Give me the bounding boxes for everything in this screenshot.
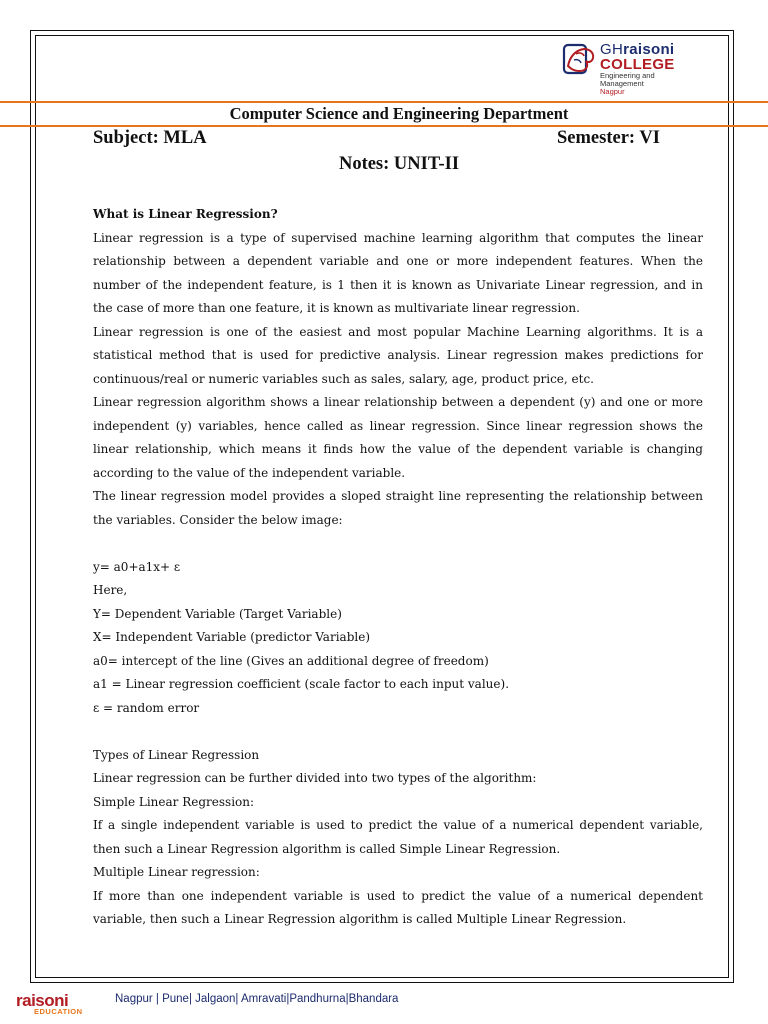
- paragraph-model: The linear regression model provides a sloped straight line representing the relationship between the variables. Consider the below image:: [93, 489, 703, 527]
- multiple-text: If more than one independent variable is used to predict the value of a numerical dependent variable, then such a Linear Regression algorithm is called Multiple Linear Regression.: [93, 888, 703, 926]
- section-heading: What is Linear Regression?: [93, 207, 278, 221]
- logo-sub2: Management: [600, 79, 644, 88]
- lion-emblem-icon: [562, 42, 598, 76]
- paragraph-definition: Linear regression is a type of supervised machine learning algorithm that computes the linear relationship between a dependent variable and one or more independent features. When the number of the independent feature, is 1 then it is known as Univariate Linear regression, and in the case of more than one feature, it is known as multivariate linear regression.: [93, 230, 703, 315]
- paragraph-popularity: Linear regression is one of the easiest and most popular Machine Learning algorithms. It is a statistical method that is used for predictive analysis. Linear regression makes predictions for continuous/real or numeric variables such as sales, salary, age, product price, etc.: [93, 324, 703, 386]
- paragraph-relationship: Linear regression algorithm shows a linear relationship between a dependent (y) and one or more independent (y) variables, hence called as linear regression. Since linear regression shows the linear relationship, which means it finds how the value of the dependent variable is changing according to the value of the independent variable.: [93, 395, 703, 480]
- simple-text: If a single independent variable is used to predict the value of a numerical dependent variable, then such a Linear Regression algorithm is called Simple Linear Regression.: [93, 818, 703, 856]
- footer-brand-logo: raisoni: [16, 991, 69, 1010]
- subject-label: Subject: MLA: [93, 128, 207, 148]
- header-rule-bottom: [0, 125, 768, 127]
- footer-campus-list: Nagpur | Pune| Jalgaon| Amravati|Pandhurna|Bhandara: [115, 993, 399, 1005]
- blank-line: [93, 720, 703, 744]
- simple-title: Simple Linear Regression:: [93, 794, 255, 809]
- definition-a0: a0= intercept of the line (Gives an additional degree of freedom): [93, 653, 489, 668]
- regression-formula: y= a0+a1x+ ε: [93, 559, 181, 574]
- logo-line2: COLLEGE: [600, 56, 675, 73]
- logo-line1: GHraisoni: [600, 41, 675, 58]
- logo-sub1: Engineering and: [600, 71, 655, 80]
- header-rule-top: [0, 101, 768, 103]
- definition-a1: a1 = Linear regression coefficient (scale factor to each input value).: [93, 677, 510, 691]
- logo-city: Nagpur: [600, 87, 625, 96]
- definition-error: ε = random error: [93, 700, 200, 715]
- college-logo: [562, 40, 732, 100]
- semester-label: Semester: VI: [557, 128, 660, 148]
- page-footer: [0, 990, 768, 1024]
- notes-body: [93, 203, 703, 932]
- types-title: Types of Linear Regression: [93, 747, 260, 762]
- notes-title: Notes: UNIT-II: [338, 154, 460, 174]
- here-label: Here,: [93, 583, 128, 597]
- types-intro: Linear regression can be further divided into two types of the algorithm:: [93, 771, 537, 785]
- definition-x: X= Independent Variable (predictor Variable): [93, 630, 370, 644]
- department-title: Computer Science and Engineering Department: [229, 104, 569, 123]
- logo-wordmark: [600, 42, 675, 96]
- blank-line: [93, 532, 703, 556]
- multiple-title: Multiple Linear regression:: [93, 865, 260, 879]
- footer-brand-sub: EDUCATION: [34, 1007, 83, 1016]
- definition-y: Y= Dependent Variable (Target Variable): [93, 606, 342, 621]
